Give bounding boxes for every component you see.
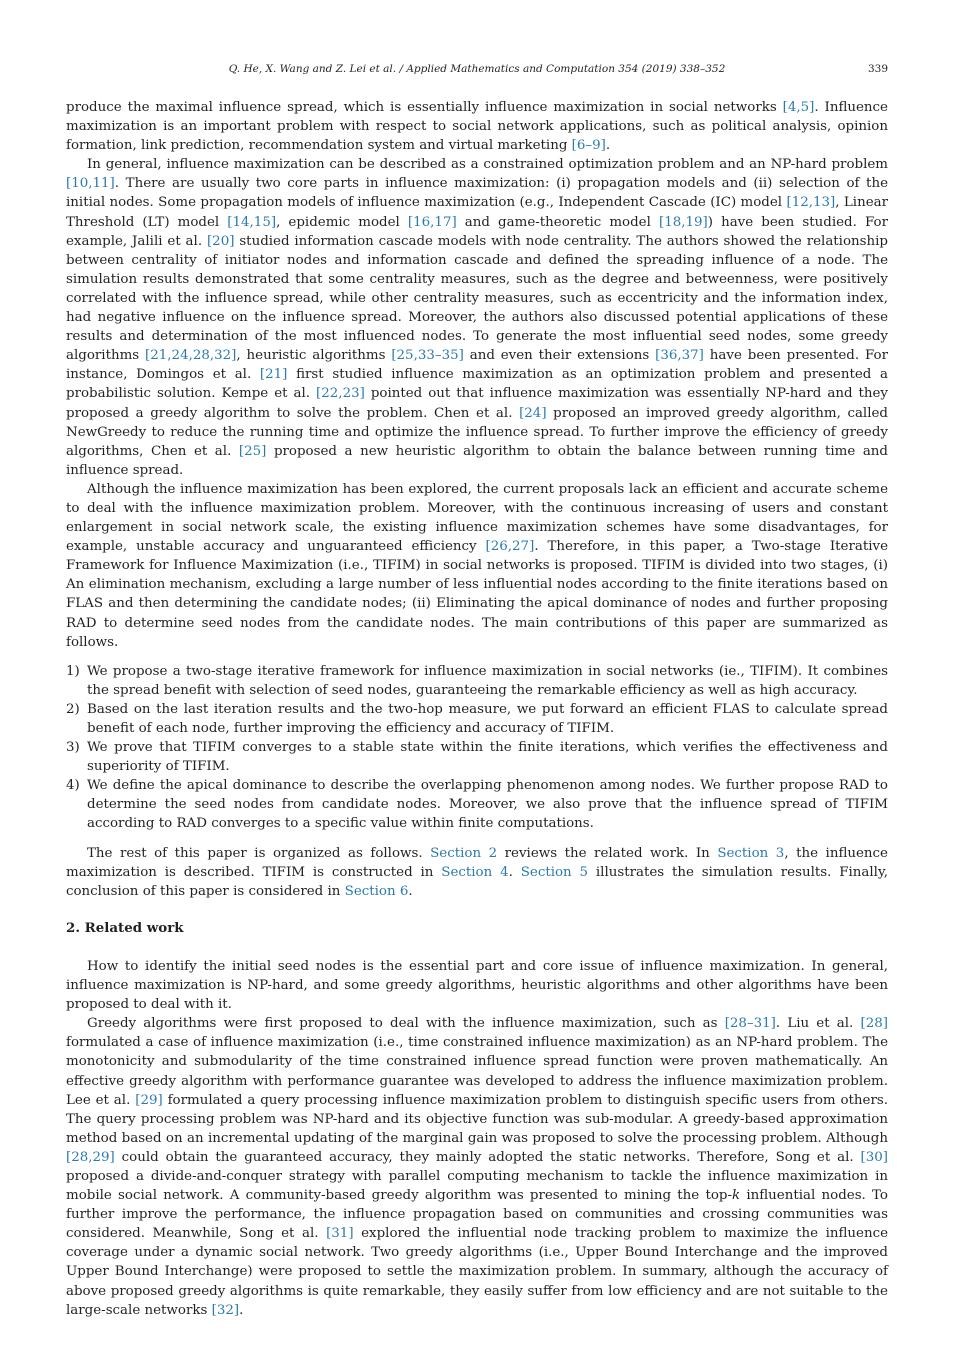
citation-link[interactable]: [4,5]: [782, 100, 815, 115]
body-text: , the influence maximization is described. TIFIM is constructed in: [66, 845, 888, 880]
list-item-number: 4): [66, 778, 80, 794]
body-text: . Therefore, in this paper, a Two-stage Iterative Framework for Influence Maximization (i.e., TIFIM) in social networks is proposed. TIFIM is divided into two stages, (i) An elimination mechanism, excluding a large number of less influential nodes according to the finite iterations based on FLAS and then determining the candidate nodes; (ii) Eliminating the apical dominance of nodes and further proposing RAD to determine seed nodes from the candidate nodes. The main contributions of this paper are summarized as follows.: [66, 539, 888, 650]
citation-link[interactable]: Section 2: [430, 845, 498, 861]
body-text: , heuristic algorithms: [236, 348, 392, 364]
body-text: illustrates the simulation results. Finally, conclusion of this paper is considered in: [66, 864, 889, 899]
body-text: explored the influential node tracking problem to maximize the influence coverage under a dynamic social network. Two greedy algorithms (i.e., Upper Bound Interchange and the improved Upper Bound Interchange) were proposed to settle the maximization problem. In summary, although the accuracy of above proposed greedy algorithms is quite remarkable, they easily suffer from low efficiency and are not suitable to the large-scale networks: [66, 1226, 889, 1318]
list-item-number: 1): [66, 663, 80, 679]
body-text: and even their extensions: [463, 348, 656, 364]
citation-link[interactable]: [20]: [206, 233, 235, 249]
body-text: first studied influence maximization as an optimization problem and presented a probabilistic solution. Kempe et al.: [66, 367, 888, 402]
section-heading: 2. Related work: [66, 919, 184, 936]
citation-link[interactable]: Section 3: [717, 845, 785, 861]
body-text: In general, influence maximization can be described as a constrained optimization problem and an NP-hard problem: [87, 157, 888, 173]
citation-link[interactable]: [10,11]: [66, 176, 115, 192]
body-text: produce the maximal influence spread, which is essentially influence maximization in social networks: [66, 100, 783, 115]
citation-link[interactable]: [32]: [211, 1302, 240, 1318]
citation-link[interactable]: [26,27]: [485, 539, 535, 555]
organization-paragraph: [66, 844, 888, 901]
body-text: .: [408, 883, 413, 899]
italic-text: k: [732, 1188, 741, 1204]
related-paragraph-1: [66, 957, 888, 1014]
body-text: formulated a query processing influence maximization problem to distinguish specific users from others. The query processing problem was NP-hard and its objective function was sub-modular. A greedy-based approximation method based on an incremental updating of the marginal gain was proposed to solve the processing problem. Although: [66, 1092, 888, 1146]
related-paragraph-2: [66, 1014, 888, 1320]
page-number: 339: [867, 63, 888, 75]
citation-link[interactable]: [25,33–35]: [391, 348, 464, 364]
citation-link[interactable]: [22,23]: [316, 386, 365, 402]
body-text: . There are usually two core parts in influence maximization: (i) propagation models and (ii) selection of the initial nodes. Some propagation models of influence maximization (e.g., Independent Cascade (IC) model: [66, 176, 888, 211]
intro-paragraph-1: [66, 98, 888, 155]
body-text: and game-theoretic model: [456, 214, 659, 230]
list-item-text: We prove that TIFIM converges to a stable state within the finite iterations, which verifies the effectiveness and superiority of TIFIM.: [87, 740, 888, 775]
body-text: pointed out that influence maximization was essentially NP-hard and they proposed a greedy algorithm to solve the problem. Chen et al.: [66, 386, 889, 421]
body-text: proposed a divide-and-conquer strategy with parallel computing mechanism to tackle the influence maximization in mobile social network. A community-based greedy algorithm was presented to mining the top-: [66, 1168, 888, 1204]
citation-link[interactable]: Section 5: [520, 864, 589, 880]
body-text: proposed a new heuristic algorithm to obtain the balance between running time and influence spread.: [66, 443, 888, 478]
body-text: .: [605, 138, 611, 154]
citation-link[interactable]: [25]: [238, 443, 267, 459]
list-item: [66, 738, 888, 776]
citation-link[interactable]: [24]: [519, 405, 547, 421]
body-text: ) have been studied. For example, Jalili et al.: [66, 214, 888, 249]
list-item-number: 3): [66, 740, 80, 756]
citation-link[interactable]: [12,13]: [786, 195, 836, 211]
body-text: studied information cascade models with node centrality. The authors showed the relationship between centrality of initiator nodes and information cascade and defined the spreading influence of a node. The simulation results demonstrated that some centrality measures, such as the degree and betweenness, were positively correlated with the influence spread, while other centrality measures, such as eccentricity and the information index, had negative influence on the influence spread. Moreover, the authors also discussed potential applications of these results and determination of the most influenced nodes. To generate the most influential seed nodes, some greedy algorithms: [66, 233, 889, 364]
page-body: [66, 98, 888, 1320]
citation-link[interactable]: Section 4: [441, 864, 509, 880]
body-text: . Liu et al.: [775, 1016, 861, 1032]
body-text: . Influence maximization is an important problem with respect to social network applications, such as political analysis, opinion formation, link prediction, recommendation system and virtual marketing: [66, 100, 888, 154]
list-item-text: We propose a two-stage iterative framework for influence maximization in social networks (ie., TIFIM). It combines the spread benefit with selection of seed nodes, guaranteeing the remarkable efficiency as well as high accuracy.: [87, 663, 888, 698]
body-text: formulated a case of influence maximization (i.e., time constrained influence maximization) as an NP-hard problem. The monotonicity and submodularity of the time constrained influence spread function were proven mathematically. An effective greedy algorithm with performance guarantee was developed to address the influence maximization problem. Lee et al.: [66, 1035, 888, 1108]
body-text: Although the influence maximization has been explored, the current proposals lack an efficient and accurate scheme to deal with the influence maximization problem. Moreover, with the continuous increasing of users and constant enlargement in social network scale, the existing influence maximization schemes have some disadvantages, for example, unstable accuracy and unguaranteed efficiency: [66, 481, 888, 555]
citation-link[interactable]: [16,17]: [407, 214, 457, 230]
body-text: proposed an improved greedy algorithm, called NewGreedy to reduce the running time and optimize the influence spread. To further improve the efficiency of greedy algorithms, Chen et al.: [66, 405, 888, 459]
citation-link[interactable]: [21,24,28,32]: [145, 348, 237, 364]
running-header: [66, 63, 888, 77]
citation-link[interactable]: [14,15]: [227, 214, 277, 230]
list-item: [66, 776, 888, 833]
list-item: [66, 700, 888, 738]
body-text: , epidemic model: [276, 214, 408, 230]
citation-link[interactable]: [29]: [135, 1092, 163, 1108]
citation-link[interactable]: [30]: [860, 1149, 888, 1165]
body-text: could obtain the guaranteed accuracy, they mainly adopted the static networks. Therefore, Song et al.: [114, 1149, 861, 1165]
citation-link[interactable]: Section 6: [344, 883, 409, 899]
body-text: How to identify the initial seed nodes is the essential part and core issue of influence maximization. In general, influence maximization is NP-hard, and some greedy algorithms, heuristic algorithms and other algorithms have been proposed to deal with it.: [66, 958, 888, 1013]
citation-link[interactable]: [36,37]: [655, 348, 704, 364]
intro-paragraph-3: [66, 480, 888, 652]
citation-link[interactable]: [31]: [326, 1226, 354, 1242]
body-text: influential nodes. To further improve the performance, the influence propagation based on communities and crossing communities was considered. Meanwhile, Song et al.: [66, 1188, 888, 1242]
body-text: reviews the related work. In: [497, 845, 718, 861]
list-item-text: We define the apical dominance to describe the overlapping phenomenon among nodes. We further propose RAD to determine the seed nodes from candidate nodes. Moreover, we also prove that the influence spread of TIFIM according to RAD converges to a specific value within finite computations.: [87, 778, 888, 832]
citation-link[interactable]: [28,29]: [66, 1149, 115, 1165]
contributions-list: [66, 662, 888, 834]
list-item-text: Based on the last iteration results and the two-hop measure, we put forward an efficient FLAS to calculate spread benefit of each node, further improving the efficiency and accuracy of TIFIM.: [87, 701, 888, 736]
intro-paragraph-2: [66, 155, 888, 480]
running-title: Q. He, X. Wang and Z. Lei et al. / Applied Mathematics and Computation 354 (2019) 338–352: [228, 63, 726, 75]
list-item: [66, 662, 888, 700]
citation-link[interactable]: [28–31]: [724, 1016, 776, 1032]
citation-link[interactable]: [18,19]: [658, 214, 708, 230]
body-text: have been presented. For instance, Domingos et al.: [66, 348, 888, 383]
body-text: .: [239, 1302, 244, 1318]
citation-link[interactable]: [6–9]: [571, 138, 606, 154]
body-text: .: [508, 864, 521, 880]
list-item-number: 2): [66, 701, 80, 717]
citation-link[interactable]: [21]: [259, 367, 288, 383]
body-text: Greedy algorithms were first proposed to deal with the influence maximization, such as: [87, 1016, 725, 1032]
body-text: The rest of this paper is organized as follows.: [87, 845, 431, 861]
body-text: , Linear Threshold (LT) model: [66, 195, 888, 230]
citation-link[interactable]: [28]: [860, 1016, 888, 1032]
